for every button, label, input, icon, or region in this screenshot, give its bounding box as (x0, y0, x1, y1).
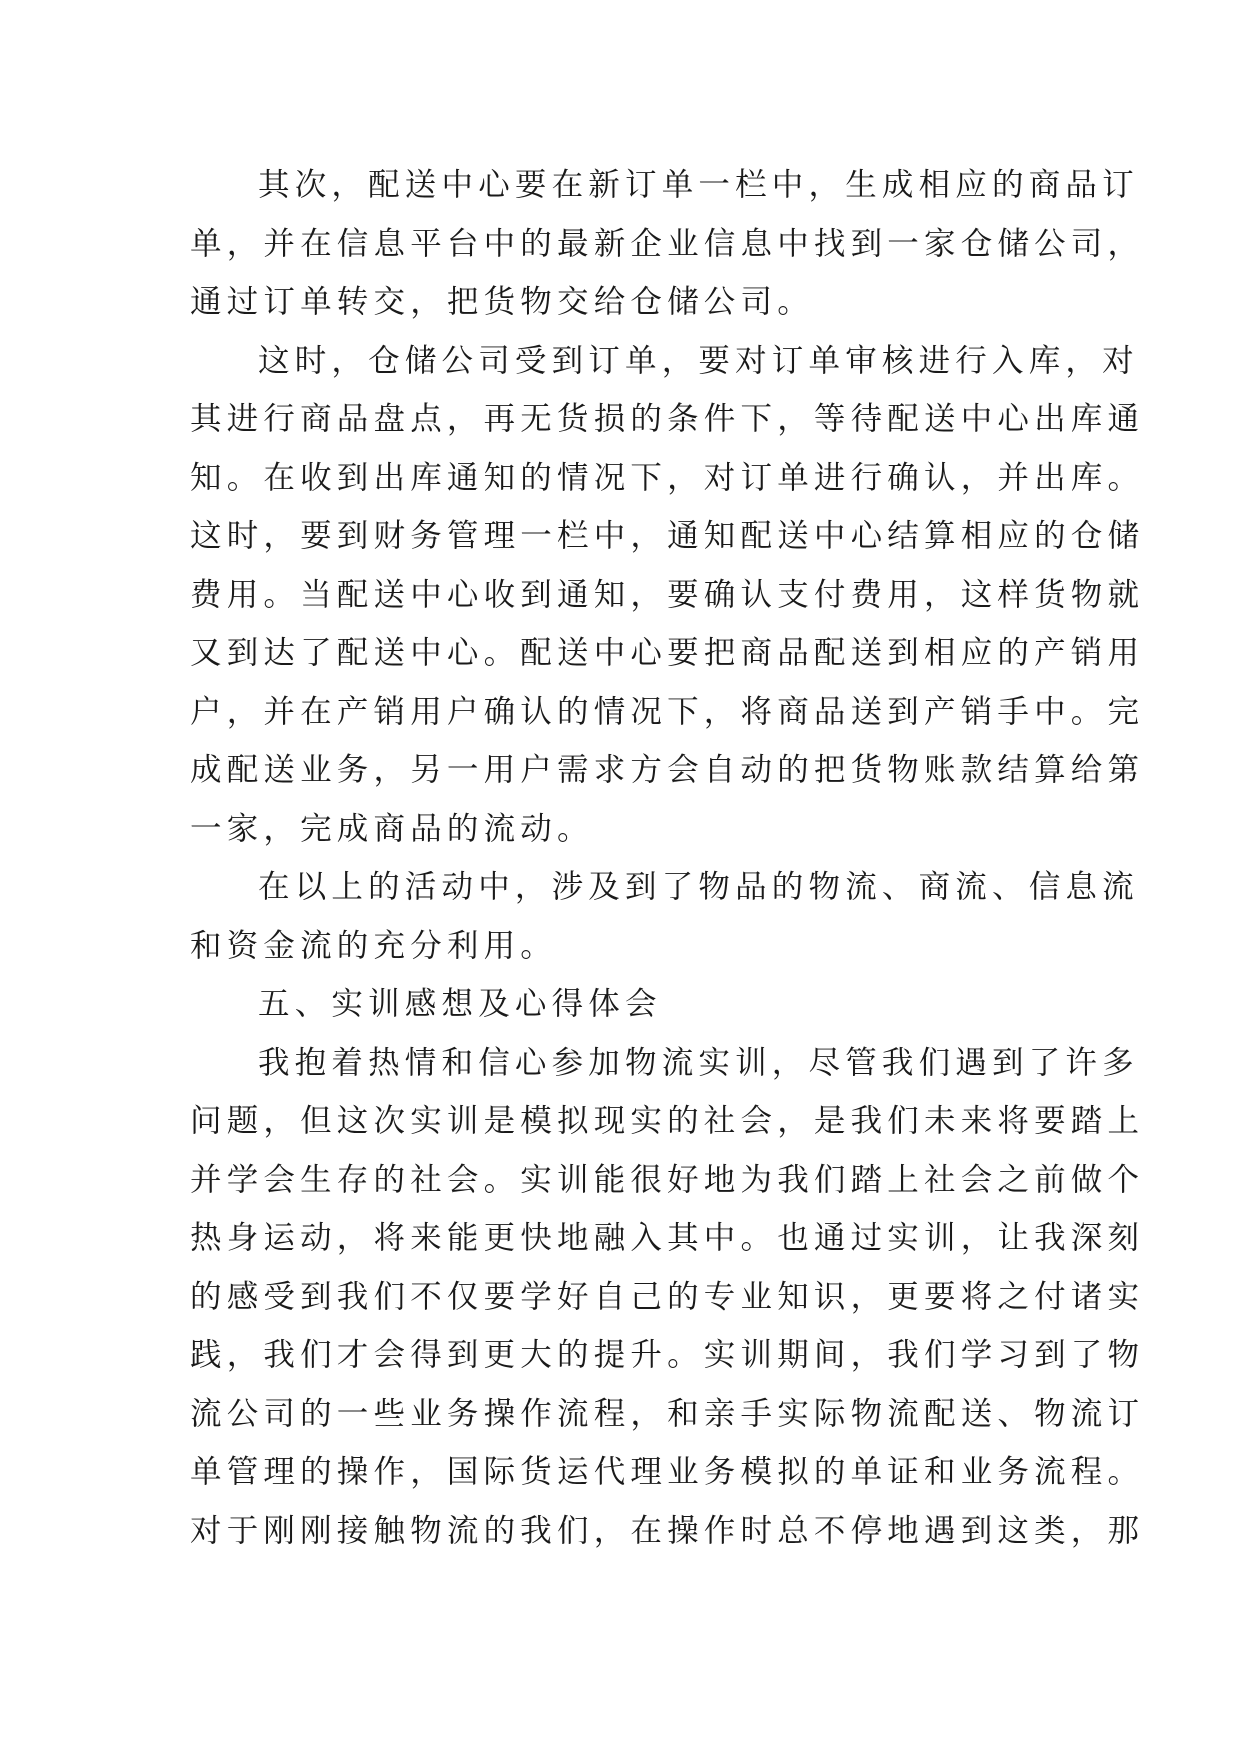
paragraph-line: 和资金流的充分利用。 (190, 927, 558, 964)
document-body (190, 156, 1145, 1560)
paragraph-line: 又到达了配送中心。配送中心要把商品配送到相应的产销用 (190, 635, 1145, 671)
paragraph-line: 通过订单转交，把货物交给仓储公司。 (190, 284, 814, 320)
paragraph-line: 单管理的操作，国际货运代理业务模拟的单证和业务流程。 (190, 1454, 1145, 1490)
paragraph-line: 知。在收到出库通知的情况下，对订单进行确认，并出库。 (190, 459, 1145, 496)
paragraph-line: 成配送业务，另一用户需求方会自动的把货物账款结算给第 (190, 752, 1145, 788)
paragraph-line: 其进行商品盘点，再无货损的条件下，等待配送中心出库通 (190, 401, 1145, 437)
section-heading: 五、实训感想及心得体会 (258, 986, 662, 1022)
paragraph-line: 费用。当配送中心收到通知，要确认支付费用，这样货物就 (190, 576, 1145, 613)
paragraph-line: 对于刚刚接触物流的我们，在操作时总不停地遇到这类，那 (190, 1512, 1145, 1549)
paragraph-line: 单，并在信息平台中的最新企业信息中找到一家仓储公司， (190, 225, 1145, 262)
paragraph-line: 流公司的一些业务操作流程，和亲手实际物流配送、物流订 (190, 1395, 1145, 1432)
paragraph-line: 我抱着热情和信心参加物流实训，尽管我们遇到了许多 (258, 1044, 1139, 1081)
paragraph-line: 户，并在产销用户确认的情况下，将商品送到产销手中。完 (190, 693, 1145, 730)
paragraph-line: 在以上的活动中，涉及到了物品的物流、商流、信息流 (258, 869, 1139, 905)
paragraph-line: 热身运动，将来能更快地融入其中。也通过实训，让我深刻 (190, 1220, 1145, 1256)
paragraph-line: 一家，完成商品的流动。 (190, 810, 594, 847)
paragraph-line: 这时，要到财务管理一栏中，通知配送中心结算相应的仓储 (190, 518, 1145, 554)
paragraph-line: 践，我们才会得到更大的提升。实训期间，我们学习到了物 (190, 1337, 1145, 1373)
paragraph-line: 的感受到我们不仅要学好自己的专业知识，更要将之付诸实 (190, 1278, 1145, 1315)
paragraph-line: 问题，但这次实训是模拟现实的社会，是我们未来将要踏上 (190, 1103, 1145, 1139)
paragraph-line: 其次，配送中心要在新订单一栏中，生成相应的商品订 (258, 167, 1139, 203)
paragraph-line: 这时，仓储公司受到订单，要对订单审核进行入库，对 (258, 342, 1139, 379)
paragraph-line: 并学会生存的社会。实训能很好地为我们踏上社会之前做个 (190, 1161, 1145, 1198)
